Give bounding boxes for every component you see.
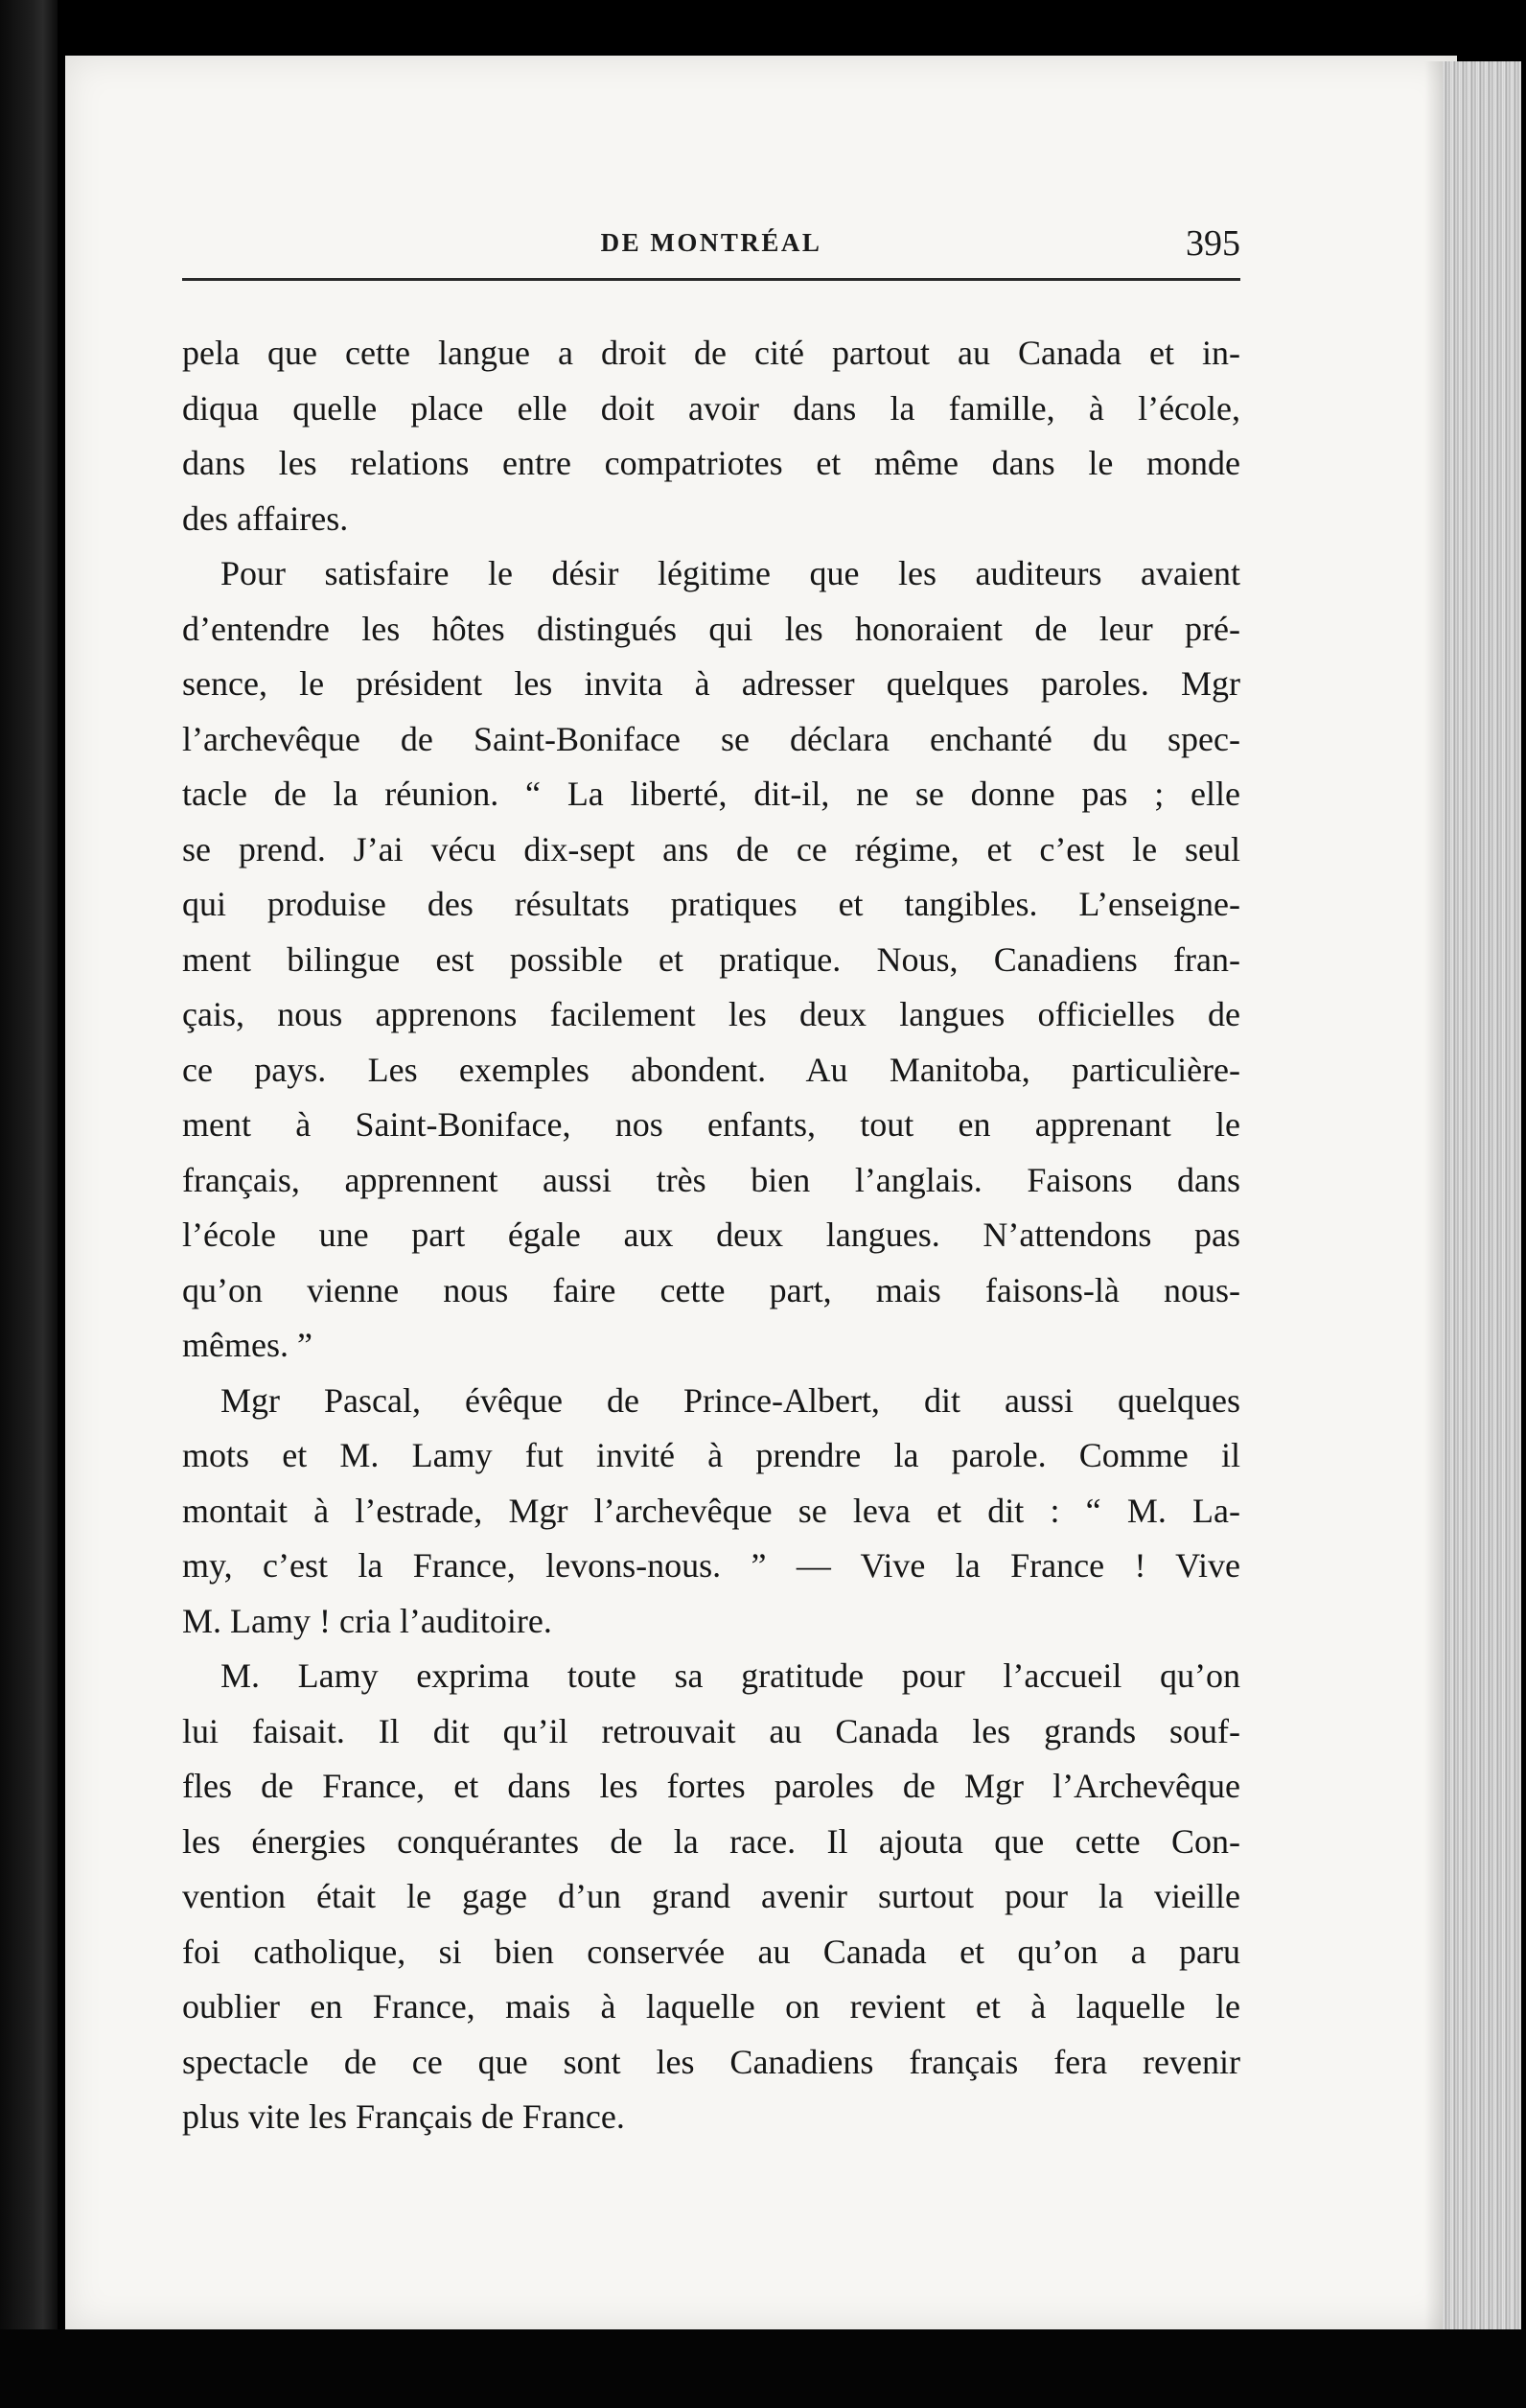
header-rule <box>182 278 1240 281</box>
text-line: çais, nous apprenons facilement les deux langues officielles de <box>182 995 1240 1033</box>
text-line: qu’on vienne nous faire cette part, mais faisons-là nous- <box>182 1270 1240 1309</box>
text-line: mots et M. Lamy fut invité à prendre la parole. Comme il <box>182 1436 1240 1474</box>
text-line: lui faisait. Il dit qu’il retrouvait au Canada les grands souf- <box>182 1711 1240 1750</box>
text-line: foi catholique, si bien conservée au Canada et qu’on a paru <box>182 1932 1240 1971</box>
text-line: my, c’est la France, levons-nous. ” — Vive la France ! Vive <box>182 1546 1240 1585</box>
text-line: pela que cette langue a droit de cité partout au Canada et in- <box>182 334 1240 372</box>
text-line: les énergies conquérantes de la race. Il ajouta que cette Con- <box>182 1821 1240 1861</box>
text-line: se prend. J’ai vécu dix-sept ans de ce régime, et c’est le seul <box>182 829 1240 868</box>
text-line: spectacle de ce que sont les Canadiens français fera revenir <box>182 2042 1240 2081</box>
text-line: l’école une part égale aux deux langues. N’attendons pas <box>182 1216 1240 1254</box>
text-line: mêmes. ” <box>182 1326 312 1364</box>
text-line: ment à Saint-Boniface, nos enfants, tout en apprenant le <box>182 1105 1240 1144</box>
text-line: qui produise des résultats pratiques et tangibles. L’enseigne- <box>182 885 1240 923</box>
text-line: tacle de la réunion. “ La liberté, dit-il, ne se donne pas ; elle <box>182 775 1240 813</box>
page-stack-edge <box>1443 61 1521 2329</box>
page-number: 395 <box>1186 223 1240 264</box>
running-head <box>182 222 1240 280</box>
text-line: français, apprennent aussi très bien l’anglais. Faisons dans <box>182 1160 1240 1199</box>
scan-bottom-band <box>0 2329 1526 2408</box>
body-text <box>182 326 1240 2145</box>
text-line: M. Lamy ! cria l’auditoire. <box>182 1601 552 1640</box>
running-title: DE MONTRÉAL <box>600 228 822 257</box>
text-line: d’entendre les hôtes distingués qui les honoraient de leur pré- <box>182 609 1240 648</box>
text-line: oublier en France, mais à laquelle on revient et à laquelle le <box>182 1987 1240 2026</box>
text-line: l’archevêque de Saint-Boniface se déclara enchanté du spec- <box>182 719 1240 758</box>
text-line: plus vite les Français de France. <box>182 2097 625 2136</box>
text-line: diqua quelle place elle doit avoir dans la famille, à l’école, <box>182 388 1240 428</box>
text-line: fles de France, et dans les fortes paroles de Mgr l’Archevêque <box>182 1767 1240 1805</box>
text-line: M. Lamy exprima toute sa gratitude pour l’accueil qu’on <box>220 1656 1240 1695</box>
text-line: des affaires. <box>182 498 349 538</box>
text-line: montait à l’estrade, Mgr l’archevêque se leva et dit : “ M. La- <box>182 1491 1240 1530</box>
text-line: ce pays. Les exemples abondent. Au Manitoba, particulière- <box>182 1050 1240 1089</box>
text-line: vention était le gage d’un grand avenir surtout pour la vieille <box>182 1877 1240 1915</box>
text-line: dans les relations entre compatriotes et même dans le monde <box>182 444 1240 482</box>
text-line: Pour satisfaire le désir légitime que les auditeurs avaient <box>220 554 1240 592</box>
text-line: sence, le président les invita à adresser quelques paroles. Mgr <box>182 664 1240 703</box>
scan-left-edge <box>0 0 58 2408</box>
text-line: ment bilingue est possible et pratique. Nous, Canadiens fran- <box>182 939 1240 979</box>
text-line: Mgr Pascal, évêque de Prince-Albert, dit aussi quelques <box>220 1380 1240 1420</box>
